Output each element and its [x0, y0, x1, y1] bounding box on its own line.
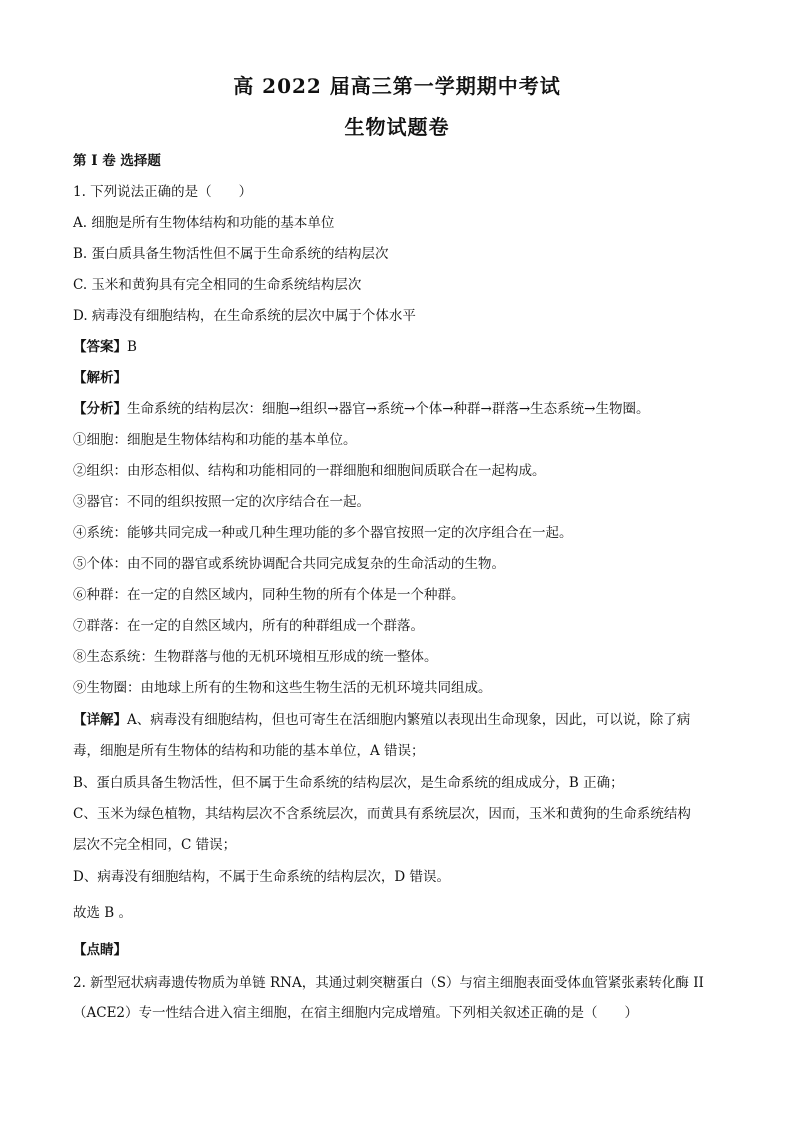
- fenxi-tag: 【分析】: [73, 401, 127, 417]
- fenxi-text: 生命系统的结构层次：细胞→组织→器官→系统→个体→种群→群落→生态系统→生物圈。: [127, 401, 650, 417]
- level-population: ⑥种群：在一定的自然区域内，同种生物的所有个体是一个种群。: [73, 587, 465, 603]
- level-individual: ⑤个体：由不同的器官或系统协调配合共同完成复杂的生命活动的生物。: [73, 556, 505, 572]
- level-community: ⑦群落：在一定的自然区域内，所有的种群组成一个群落。: [73, 618, 424, 634]
- level-organ: ③器官：不同的组织按照一定的次序结合在一起。: [73, 494, 370, 510]
- detail-text-1: A、病毒没有细胞结构，但也可寄生在活细胞内繁殖以表现出生命现象，因此，可以说，除了病: [127, 712, 691, 728]
- level-biosphere: ⑨生物圈：由地球上所有的生物和这些生物生活的无机环境共同组成。: [73, 680, 492, 696]
- level-ecosystem: ⑧生态系统：生物群落与他的无机环境相互形成的统一整体。: [73, 649, 438, 665]
- level-system: ④系统：能够共同完成一种或几种生理功能的多个器官按照一定的次序组合在一起。: [73, 525, 573, 541]
- detail-line-5: 层次不完全相同，C 错误；: [73, 837, 237, 853]
- fenxi-line: [73, 400, 723, 418]
- q2-stem-line-1: 2. 新型冠状病毒遗传物质为单链 RNA，其通过刺突糖蛋白（S）与宿主细胞表面受体血管紧张素转化酶 II: [73, 975, 704, 991]
- detail-line-1: [73, 711, 723, 729]
- detail-line-2: 毒，细胞是所有生物体的结构和功能的基本单位，A 错误；: [73, 743, 425, 759]
- conclusion: 故选 B 。: [73, 905, 133, 921]
- comment-tag: 【点睛】: [73, 942, 127, 958]
- exam-subtitle: 生物试题卷: [344, 115, 450, 139]
- section-label: 第 I 卷 选择题: [73, 153, 161, 169]
- q1-stem: 1. 下列说法正确的是（ ）: [73, 184, 253, 200]
- q1-option-c: C. 玉米和黄狗具有完全相同的生命系统结构层次: [73, 277, 362, 293]
- q2-stem-line-2: （ACE2）专一性结合进入宿主细胞，在宿主细胞内完成增殖。下列相关叙述正确的是（ ）: [73, 1005, 639, 1021]
- q1-option-a: A. 细胞是所有生物体结构和功能的基本单位: [73, 215, 335, 231]
- q1-answer: [73, 338, 723, 356]
- exam-title: 高 2022 届高三第一学期期中考试: [233, 74, 561, 98]
- detail-line-6: D、病毒没有细胞结构，不属于生命系统的结构层次，D 错误。: [73, 869, 450, 885]
- q1-option-b: B. 蛋白质具备生物活性但不属于生命系统的结构层次: [73, 246, 389, 262]
- detail-line-4: C、玉米为绿色植物，其结构层次不含系统层次，而黄具有系统层次，因而，玉米和黄狗的生命系统结构: [73, 806, 691, 822]
- answer-value: B: [127, 339, 137, 355]
- level-tissue: ②组织：由形态相似、结构和功能相同的一群细胞和细胞间质联合在一起构成。: [73, 463, 546, 479]
- answer-tag: 【答案】: [73, 339, 127, 355]
- analysis-tag: 【解析】: [73, 370, 127, 386]
- detail-tag: 【详解】: [73, 712, 127, 728]
- q1-option-d: D. 病毒没有细胞结构，在生命系统的层次中属于个体水平: [73, 308, 416, 324]
- detail-line-3: B、蛋白质具备生物活性，但不属于生命系统的结构层次，是生命系统的组成成分，B 正确；: [73, 775, 624, 791]
- level-cell: ①细胞：细胞是生物体结构和功能的基本单位。: [73, 432, 357, 448]
